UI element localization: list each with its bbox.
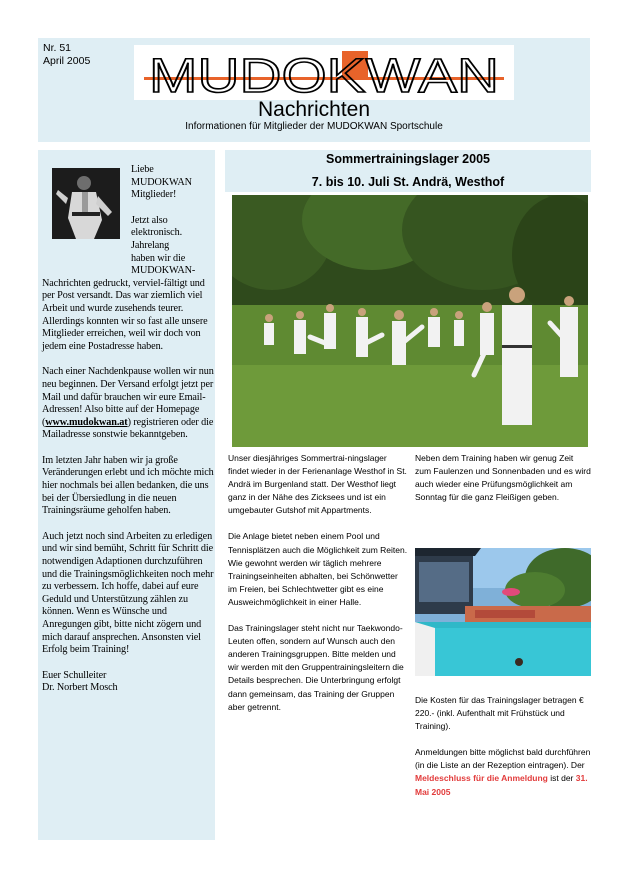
newsletter-title: Nachrichten — [257, 98, 371, 121]
article-paragraph: Neben dem Training haben wir genug Zeit zum Faulenzen und Sonnenbaden und es wird auch wieder eine Prüfungsmöglichkeit am Sonntag für die ganz Fleißigen geben. — [415, 453, 591, 503]
letter-paragraph-3: Im letzten Jahr haben wir ja große Veränderungen erlebt und ich möchte mich hier nochmals bei allen bedanken, die uns bei der Übersiedlung in die neuen Trainingsräume geholfen haben. — [42, 454, 214, 517]
article-title: Sommertrainingslager 2005 — [326, 152, 490, 166]
deadline-label: Meldeschluss für die Anmeldung — [415, 773, 548, 784]
article-paragraph: Unser diesjähriges Sommertrai-ningslager findet wieder in der Ferienanlage Westhof in St. Andrä im Burgenland statt. Der Westhof liegt ganz in der Nähe des Zicksees und ist ein umgebauter Gutshof mit Appartments. — [228, 453, 407, 516]
article-column-3 — [415, 694, 595, 812]
article-paragraph: Die Kosten für das Trainingslager betragen € 220.- (inkl. Aufenthalt mit Frühstück und Training). — [415, 695, 584, 732]
letter-intro: Jetzt also elektronisch. Jahrelang haben wir die MUDOKWAN- — [131, 214, 196, 277]
letter-greeting: Liebe MUDOKWAN Mitglieder! — [131, 164, 192, 201]
pool-photo — [415, 548, 591, 676]
issue-info — [43, 42, 90, 68]
letter-paragraph-4: Auch jetzt noch sind Arbeiten zu erledigen und wir sind bemüht, Schritt für Schritt die notwendigen Adaptionen durchzuführen und die Trainingsmöglichkeiten noch mehr zu verbessern. Ich hoffe, dabei auf eure Geduld und Unterstützung zählen zu können. Wenn es Wünsche und Anregungen gibt, bitte nicht zögern und mich darauf ansprechen. Ansonsten viel Erfolg beim Training! — [42, 530, 214, 656]
article-headline — [225, 150, 591, 192]
article-paragraph: Das Trainingslager steht nicht nur Taekwondo-Leuten offen, sondern auf Wunsch auch den anderen Trainingsgruppen. Bitte melden und wir werden mit den Gruppentrainingsleitern die Details besprechen. Die Unterbringung erfolgt dann gemeinsam, das Training der Gruppen aber getrennt. — [228, 623, 404, 712]
article-paragraph: Anmeldungen bitte möglichst bald durchführen (in die Liste an der Rezeption eintragen). Der Meldeschluss für die Anmeldung ist der 31. Mai 2005 — [415, 747, 591, 797]
issue-date: April 2005 — [43, 55, 91, 67]
editorial-letter — [42, 164, 214, 708]
letter-paragraph-1: Nachrichten gedruckt, verviel-fältigt und per Post versandt. Das war ziemlich viel Arbeit und wurde zusehends teurer. Allerdings konnten wir so fast alle unsere Mitglieder erreichen, weil wir doch von jedem eine Postadresse haben. — [42, 277, 208, 352]
article-paragraph: Die Anlage bietet neben einem Pool und Tennisplätzen auch die Möglichkeit zum Reiten. Wie gewohnt werden wir täglich mehrere Trainingseinheiten abhalten, bei Schönwetter im Freien, bei Schlechtwetter gibt es eine Ausweichmöglichkeit in einer Halle. — [228, 531, 408, 607]
newsletter-subtitle: Informationen für Mitglieder der MUDOKWAN Sportschule — [185, 121, 443, 132]
issue-number: Nr. 51 — [43, 42, 72, 54]
article-column-1 — [228, 452, 408, 727]
letter-signature: Euer Schulleiter Dr. Norbert Mosch — [42, 669, 118, 694]
logo-wordmark: MUDOKWAN — [149, 50, 499, 100]
deadline-date: 31. Mai 2005 — [415, 773, 588, 797]
editorial-sidebar — [38, 150, 215, 840]
masthead — [38, 38, 590, 142]
mudokwan-logo — [134, 45, 514, 100]
article-dates: 7. bis 10. Juli St. Andrä, Westhof — [311, 175, 505, 189]
letter-paragraph-2: Nach einer Nachdenkpause wollen wir nun neu beginnen. Der Versand erfolgt jetzt per Mail und dafür brauchen wir eure Email-Adressen! Also bitte auf der Homepage (www.mudokwan.at) registrieren oder die Mailadresse sonstwie bekanntgeben. — [42, 366, 214, 441]
article-column-2 — [415, 452, 591, 517]
homepage-link[interactable]: www.mudokwan.at — [45, 416, 128, 428]
training-camp-photo — [232, 195, 588, 447]
